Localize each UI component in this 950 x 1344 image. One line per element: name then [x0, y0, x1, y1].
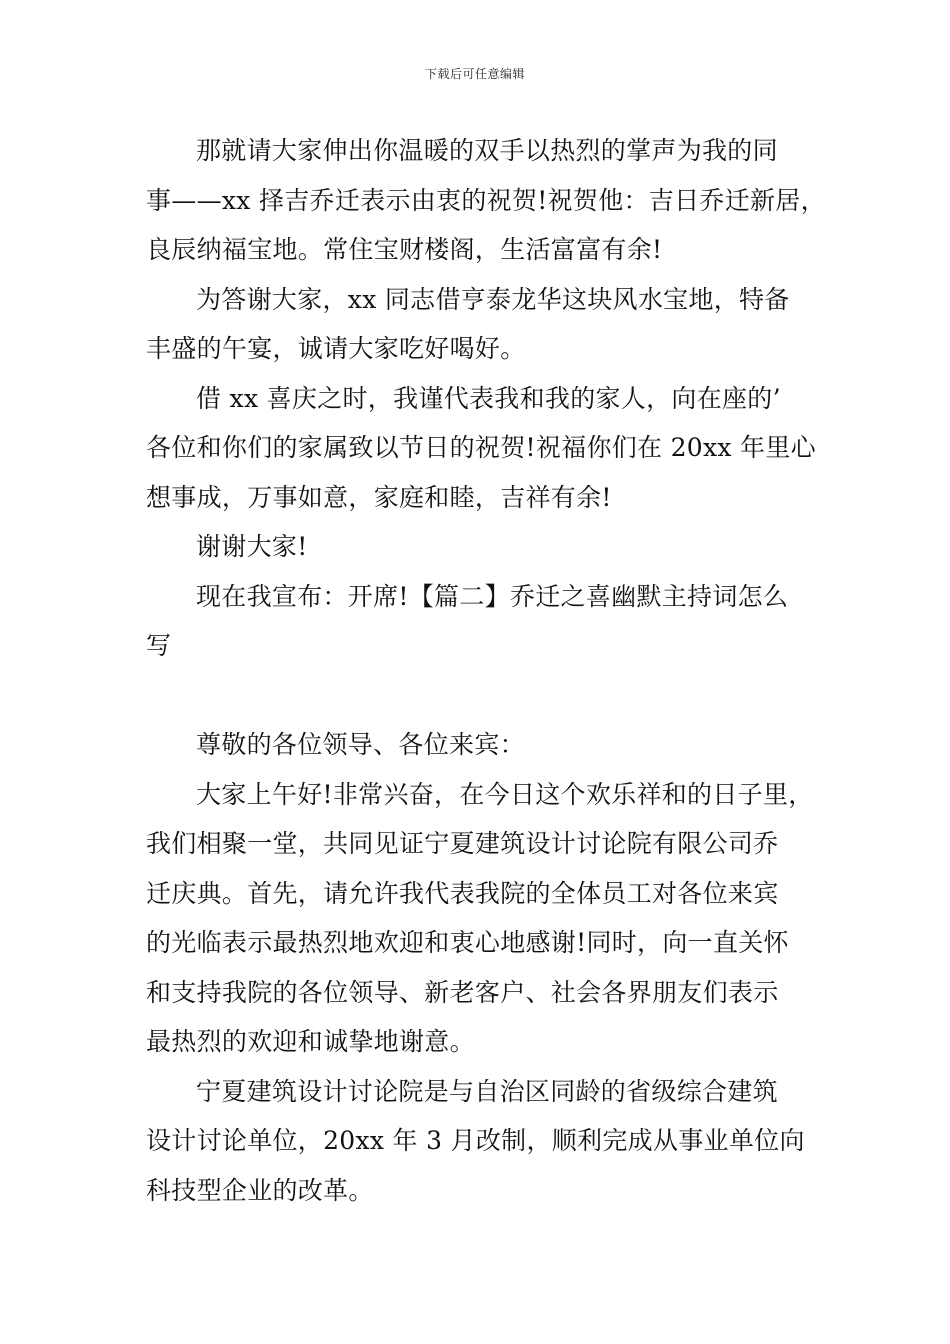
paragraph-line: 写: [146, 631, 172, 660]
paragraph-line: 尊敬的各位领导、各位来宾：: [196, 730, 525, 759]
paragraph-line: 科技型企业的改革。: [146, 1175, 374, 1205]
paragraph-line: 各位和你们的家属致以节日的祝贺!祝福你们在 20xx 年里心: [146, 433, 816, 462]
paragraph-line: 最热烈的欢迎和诚挚地谢意。: [146, 1027, 475, 1056]
header-note: 下载后可任意编辑: [424, 67, 525, 81]
paragraph-1: [146, 126, 826, 275]
paragraph-8: [146, 1067, 826, 1216]
paragraph-line: 丰盛的午宴，诚请大家吃好喝好。: [146, 334, 526, 363]
paragraph-line: 谢谢大家!: [196, 532, 308, 561]
paragraph-line: 设计讨论单位，20xx 年 3 月改制，顺利完成从事业单位向: [146, 1126, 805, 1155]
paragraph-3: [146, 374, 826, 523]
paragraph-5: [146, 572, 826, 671]
paragraph-line: 那就请大家伸出你温暖的双手以热烈的掌声为我的同: [196, 136, 778, 165]
paragraph-line: 事——xx 择吉乔迁表示由衷的祝贺!祝贺他：吉日乔迁新居，: [146, 185, 826, 215]
paragraph-6: [146, 720, 826, 770]
blank-line: [146, 671, 826, 721]
paragraph-line: 我们相聚一堂，共同见证宁夏建筑设计讨论院有限公司乔: [146, 829, 779, 858]
paragraph-line: 想事成，万事如意，家庭和睦，吉祥有余!: [146, 482, 612, 512]
paragraph-line: 宁夏建筑设计讨论院是与自治区同龄的省级综合建筑: [196, 1076, 778, 1106]
paragraph-line: 的光临表示最热烈地欢迎和衷心地感谢!同时，向一直关怀: [146, 928, 789, 957]
paragraph-line: 良辰纳福宝地。常住宝财楼阁，生活富富有余!: [146, 235, 663, 264]
paragraph-7: [146, 770, 826, 1067]
document-body: [146, 126, 826, 1215]
paragraph-line: 大家上午好!非常兴奋，在今日这个欢乐祥和的日子里，: [196, 779, 814, 809]
paragraph-4: [146, 522, 826, 572]
paragraph-line: 迁庆典。首先，请允许我代表我院的全体员工对各位来宾: [146, 878, 779, 908]
paragraph-2: [146, 275, 826, 374]
paragraph-line: 和支持我院的各位领导、新老客户、社会各界朋友们表示: [146, 977, 779, 1007]
paragraph-line: 为答谢大家，xx 同志借亨泰龙华这块风水宝地，特备: [196, 284, 790, 314]
paragraph-line: 借 xx 喜庆之时，我谨代表我和我的家人，向在座的’: [196, 383, 781, 413]
paragraph-line: 现在我宣布：开席!【篇二】乔迁之喜幽默主持词怎么: [196, 581, 789, 611]
